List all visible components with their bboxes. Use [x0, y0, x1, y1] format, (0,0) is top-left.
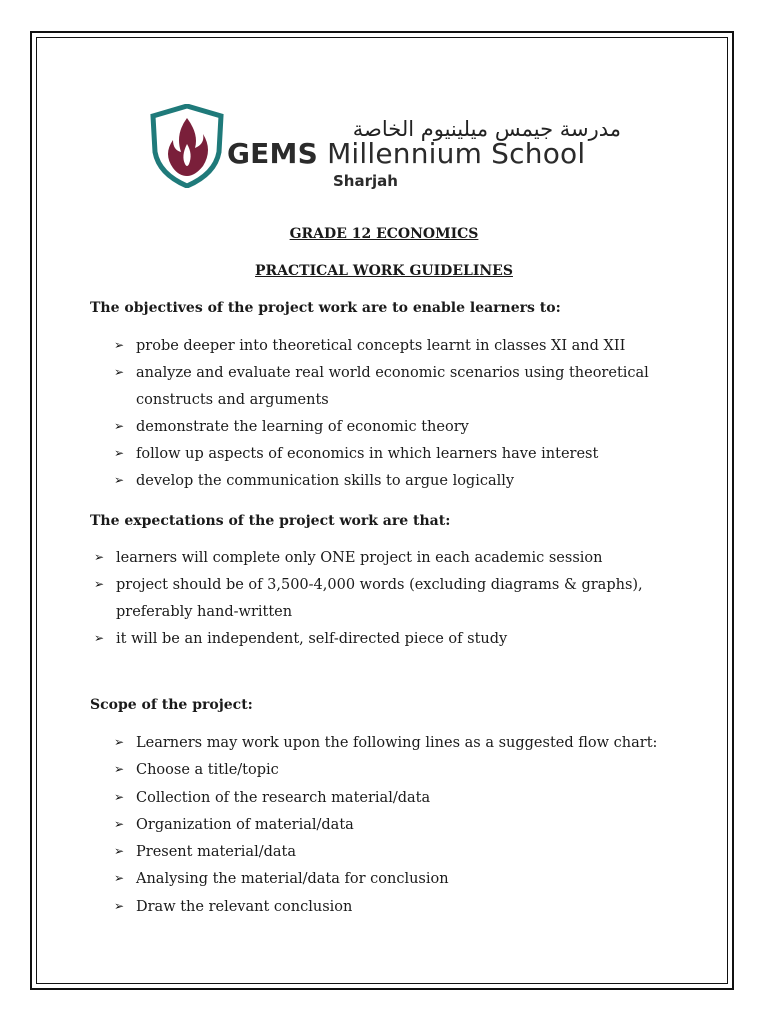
arrow-bullet-icon: ➢ [114, 735, 125, 749]
list-item: ➢ follow up aspects of economics in which learners have interest [114, 446, 599, 462]
objectives-heading: The objectives of the project work are to enable learners to: [90, 300, 561, 316]
school-crest-icon [147, 104, 227, 188]
arrow-bullet-icon: ➢ [114, 419, 125, 433]
arrow-bullet-icon: ➢ [114, 871, 125, 886]
list-item: ➢ project should be of 3,500-4,000 words (excluding diagrams & graphs), [94, 577, 643, 593]
list-item: ➢ Collection of the research material/data [114, 789, 431, 806]
arrow-bullet-icon: ➢ [114, 898, 125, 913]
arrow-bullet-icon: ➢ [114, 816, 125, 831]
list-item-continuation: preferably hand-written [116, 604, 293, 620]
list-item: ➢ Learners may work upon the following lines as a suggested flow chart: [114, 735, 658, 751]
arrow-bullet-icon: ➢ [114, 338, 125, 352]
list-item: ➢ Choose a title/topic [114, 762, 279, 779]
expectations-list [94, 550, 643, 658]
list-item: ➢ Draw the relevant conclusion [114, 898, 353, 915]
expectations-heading: The expectations of the project work are that: [90, 513, 451, 529]
list-item: ➢ learners will complete only ONE project in each academic session [94, 550, 603, 566]
objectives-list [114, 338, 649, 500]
document-title: GRADE 12 ECONOMICS [289, 226, 479, 242]
list-item: ➢ Analysing the material/data for conclusion [114, 871, 449, 888]
list-item-continuation: constructs and arguments [136, 392, 329, 408]
arrow-bullet-icon: ➢ [114, 446, 125, 460]
arrow-bullet-icon: ➢ [114, 844, 125, 859]
list-item: ➢ analyze and evaluate real world economic scenarios using theoretical [114, 365, 649, 381]
school-name [227, 137, 585, 170]
list-item: ➢ it will be an independent, self-directed piece of study [94, 631, 508, 647]
list-item: ➢ Present material/data [114, 844, 297, 861]
school-name-main: Millennium School [327, 137, 586, 170]
document-subtitle: PRACTICAL WORK GUIDELINES [255, 263, 513, 279]
arrow-bullet-icon: ➢ [114, 789, 125, 804]
arrow-bullet-icon: ➢ [94, 631, 105, 645]
list-item: ➢ Organization of material/data [114, 816, 354, 833]
school-city: Sharjah [333, 172, 398, 190]
scope-list [114, 735, 658, 926]
arrow-bullet-icon: ➢ [94, 577, 105, 591]
list-item: ➢ develop the communication skills to argue logically [114, 473, 515, 489]
arrow-bullet-icon: ➢ [114, 762, 125, 777]
list-item: ➢ probe deeper into theoretical concepts learnt in classes XI and XII [114, 338, 626, 354]
scope-heading: Scope of the project: [90, 697, 253, 713]
school-name-arabic: مدرسة جيمس ميلينيوم الخاصة [352, 117, 621, 141]
list-item: ➢ demonstrate the learning of economic theory [114, 419, 469, 435]
school-name-prefix: GEMS [227, 137, 318, 170]
arrow-bullet-icon: ➢ [94, 550, 105, 564]
arrow-bullet-icon: ➢ [114, 365, 125, 379]
arrow-bullet-icon: ➢ [114, 473, 125, 487]
school-logo [147, 104, 627, 208]
